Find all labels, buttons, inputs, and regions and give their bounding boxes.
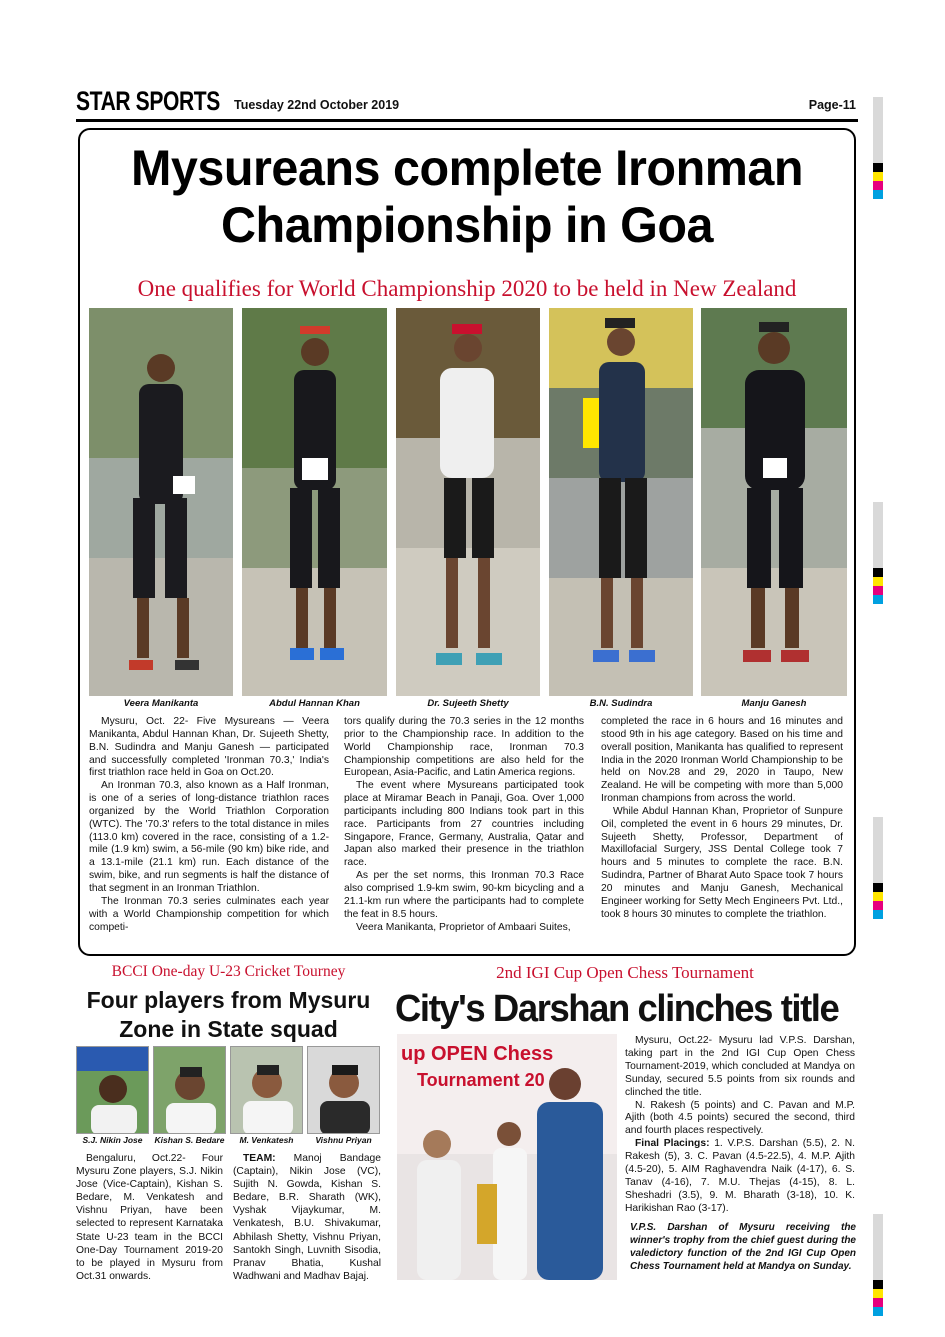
page-number: Page-11: [808, 98, 856, 112]
masthead: [76, 84, 858, 122]
photo-caption: Abdul Hannan Khan: [269, 698, 360, 709]
player-caption: Kishan S. Bedare: [154, 1135, 225, 1145]
paragraph: An Ironman 70.3, also known as a Half Ironman, is one of a series of long-distance triathlon races organized by the World Triathlon Corporation (WTC). The '70.3' refers to the total distance in miles (113.0 km) covered in the race, consisting of a 1.2-mile (1.9 km) swim, a 56-mile (90 km) bike ride, and a 13.1-mile (21.1 km) run. Each distance of the swim, bike, and run segments is half the distance of that segment in an Ironman Triathlon.: [89, 780, 329, 894]
registration-strip: [873, 817, 883, 883]
player-caption: M. Venkatesh: [239, 1135, 294, 1145]
paragraph: [233, 1152, 381, 1283]
team-label: TEAM:: [243, 1153, 276, 1164]
photo-caption: Manju Ganesh: [741, 698, 807, 709]
player-photo: [230, 1046, 303, 1134]
placings-list: 1. V.P.S. Darshan (5.5), 2. N. Rakesh (5), 3. C. Pavan (4.5-22.5), 4. M.P. Ajith (4.5-20), 5. AIM Raghavendra Naik (4-17), 6. S. Tanav (4-16), 7. M.U. Thejas (4-15), 8. L. Sheshadri (3.5), 9. M. Bharath (3-18), 10. K. Harikishan Rao (3-17).: [625, 1138, 855, 1214]
paragraph: Bengaluru, Oct.22- Four Mysuru Zone players, S.J. Nikin Jose (Vice-Captain), Kishan S. Bedare, M. Venkatesh and Vishnu Priyan, have been selected to represent Karnataka State U-23 team in the BCCI One-Day Tournament 2019-20 to be played in Mysuru from Oct.31 onwards.: [76, 1153, 223, 1282]
chess-headline: City's Darshan clinches title: [395, 988, 839, 1030]
photo-caption: Dr. Sujeeth Shetty: [427, 698, 509, 709]
player-photos: [76, 1046, 380, 1150]
story-column-3: [601, 716, 843, 922]
registration-strip: [873, 97, 883, 163]
paragraph: tors qualify during the 70.3 series in the 12 months prior to the Championship race. In addition to the World Championship race, Ironman 70.3 Championship competitions are also held for the European, Asia-Pacific, and Latin America regions.: [344, 716, 584, 779]
headline-line: Four players from Mysuru: [86, 987, 371, 1013]
cricket-column-2: [233, 1152, 381, 1283]
registration-black: [873, 568, 883, 577]
athlete-photo: [242, 308, 387, 696]
registration-strip: [873, 1214, 883, 1280]
chess-body: [625, 1035, 855, 1216]
registration-magenta: [873, 181, 883, 190]
registration-black: [873, 883, 883, 892]
registration-cyan: [873, 190, 883, 199]
paragraph: [625, 1138, 855, 1215]
cricket-kicker: BCCI One-day U-23 Cricket Tourney: [111, 963, 346, 980]
team-list: Manoj Bandage (Captain), Nikin Jose (VC), Sujith N. Gowda, Kishan S. Bedare, B.R. Sharath (WK), Vyshak Vijaykumar, M. Venkatesh, B.U. Shivakumar, Abhilash Shetty, Vishnu Priyan, Santokh Singh, Luvnith Sisodia, Pranav Bhatia, Kushal Wadhwani and Madhav Bajaj.: [233, 1153, 381, 1282]
banner-text: Tournament 20: [417, 1070, 545, 1090]
main-story-body: [89, 716, 843, 946]
story-column-1: [89, 716, 329, 934]
registration-cyan: [873, 910, 883, 919]
athlete-photos: [89, 308, 847, 712]
chess-photo-caption: V.P.S. Darshan of Mysuru receiving the winner's trophy from the chief guest during the valedictory function of the 2nd IGI Cup Open Chess Tournament held at Mandya on Sunday.: [630, 1222, 856, 1272]
chess-kicker: 2nd IGI Cup Open Chess Tournament: [496, 963, 754, 982]
paragraph: N. Rakesh (5 points) and C. Pavan and M.P. Ajith (both 4.5 points) secured the second, third and fourth places respectively.: [625, 1099, 855, 1137]
issue-date: Tuesday 22nd October 2019: [234, 98, 400, 112]
cricket-column-1: [76, 1152, 223, 1283]
placings-label: Final Placings:: [635, 1138, 710, 1150]
player-caption: Vishnu Priyan: [315, 1135, 372, 1145]
registration-yellow: [873, 892, 883, 901]
registration-magenta: [873, 901, 883, 910]
registration-cyan: [873, 1307, 883, 1316]
registration-magenta: [873, 1298, 883, 1307]
registration-yellow: [873, 1289, 883, 1298]
banner-text: up OPEN Chess: [401, 1043, 554, 1065]
player-caption: S.J. Nikin Jose: [82, 1135, 143, 1145]
player-photo: [153, 1046, 226, 1134]
paragraph: Veera Manikanta, Proprietor of Ambaari Suites,: [356, 921, 571, 933]
story-column-2: [344, 716, 584, 934]
registration-yellow: [873, 577, 883, 586]
player-photo: [76, 1046, 149, 1134]
paragraph: Mysuru, Oct.22- Mysuru lad V.P.S. Darshan, taking part in the 2nd IGI Cup Open Chess Tournament-2019, which concluded at Mandya on Sunday, secured 5.5 points from six rounds and clinched the title.: [625, 1035, 855, 1098]
registration-yellow: [873, 172, 883, 181]
cricket-headline: [76, 986, 381, 1044]
masthead-rule: [76, 119, 858, 122]
player-photo: [307, 1046, 380, 1134]
athlete-photo: [89, 308, 233, 696]
registration-strip: [873, 502, 883, 568]
headline-line: Zone in State squad: [119, 1016, 338, 1042]
registration-magenta: [873, 586, 883, 595]
athlete-photo: [549, 308, 693, 696]
athlete-photo: [396, 308, 540, 696]
athlete-photo: [701, 308, 847, 696]
paragraph: The event where Mysureans participated took place at Miramar Beach in Panaji, Goa. Over 1,000 participants including 800 Indians took part in this race. Participants from 27 countries including Singapore, France, Germany, Australia, Qatar and Japan also marked their presence in the triathlon race.: [344, 780, 584, 869]
main-headline: Mysureans complete Ironman Championship in Goa: [131, 140, 803, 253]
main-subhead: One qualifies for World Championship 2020 to be held in New Zealand: [137, 276, 797, 301]
registration-cyan: [873, 595, 883, 604]
paragraph: While Abdul Hannan Khan, Proprietor of Sunpure Oil, completed the event in 6 hours 29 minutes, Dr. Sujeeth Shetty, Professor, Department of Maxillofacial Surgery, JSS Dental College took 7 hours and 5 minutes to complete the race. B.N. Sudindra, Partner of Bharat Auto Space took 7 hours 20 minutes and Manju Ganesh, Mechanical Engineer working for Setty Mech Engineers Pvt. Ltd., took 8 hours 30 minutes to complete the triathlon.: [601, 805, 843, 920]
section-brand: STAR SPORTS: [76, 86, 220, 116]
photo-caption: Veera Manikanta: [123, 698, 199, 709]
registration-black: [873, 1280, 883, 1289]
paragraph: The Ironman 70.3 series culminates each year with a World Championship competition for which competi-: [89, 895, 329, 933]
paragraph: Mysuru, Oct. 22- Five Mysureans — Veera Manikanta, Abdul Hannan Khan, Dr. Sujeeth Shetty, B.N. Sudindra and Manju Ganesh — participated and successfully completed 'Ironman 70.3,' India's first triathlon race held in Goa on Oct.20.: [89, 716, 329, 779]
photo-caption: B.N. Sudindra: [589, 698, 653, 709]
paragraph: As per the set norms, this Ironman 70.3 Race also comprised 1.9-km swim, 90-km bicycling and a 21.1-km run where the participants had to complete the feat in 8.5 hours.: [344, 870, 584, 920]
chess-award-photo: [397, 1034, 617, 1280]
paragraph: completed the race in 6 hours and 16 minutes and stood 9th in his age category. Based on his time and overall position, Manikanta has qualified to represent India in the 2020 Ironman World Championship to be held on Nov.28 and 29, 2020 in Taupo, New Zealand. He will be competing with more than 5,000 Ironman champions from across the world.: [601, 716, 843, 805]
registration-black: [873, 163, 883, 172]
